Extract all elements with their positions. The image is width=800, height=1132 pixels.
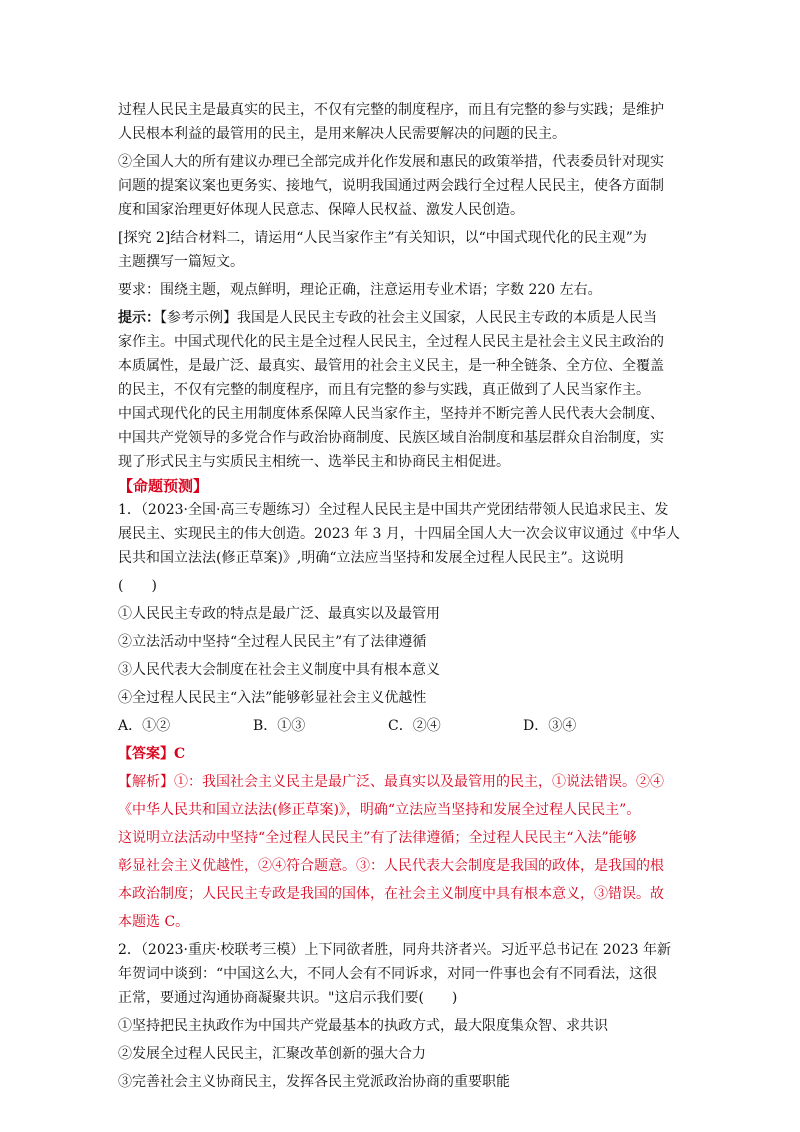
- question-stem: 年贺词中谈到：“中国这么大，不同人会有不同诉求，对同一件事也会有不同看法，这很: [118, 966, 658, 982]
- paragraph-line: 过程人民民主是最真实的民主，不仅有完整的制度程序，而且有完整的参与实践；是维护: [118, 102, 664, 118]
- hint-line: [118, 306, 698, 330]
- analysis-line: 【解析】①：我国社会主义民主是最广泛、最真实以及最管用的民主，①说法错误。②④: [118, 774, 664, 790]
- choice-d: D．③④: [523, 718, 577, 734]
- choice-row: [118, 714, 698, 738]
- question-stem: 民共和国立法法(修正草案)》,明确“立法应当坚持和发展全过程人民民主”。这说明: [118, 550, 624, 566]
- option-item: ①人民民主专政的特点是最广泛、最真实以及最管用: [118, 606, 440, 622]
- analysis-line: 《中华人民共和国立法法(修正草案)》，明确“立法应当坚持和发展全过程人民民主”。: [118, 802, 641, 818]
- choice-c: C．②④: [388, 718, 441, 734]
- hint-text: 【参考示例】我国是人民民主专政的社会主义国家，人民民主专政的本质是人民当: [160, 310, 657, 326]
- answer-line: 【答案】C: [118, 746, 186, 762]
- option-item: ②立法活动中坚持“全过程人民民主”有了法律遵循: [118, 634, 427, 650]
- question-stem: 2．（2023·重庆·校联考三模）上下同欲者胜，同舟共济者兴。习近平总书记在 2023 年新: [118, 942, 671, 958]
- question-stem: 1．（2023·全国·高三专题练习）全过程人民民主是中国共产党团结带领人民追求民主、发: [118, 502, 669, 518]
- option-item: ③人民代表大会制度在社会主义制度中具有根本意义: [118, 662, 440, 678]
- choice-a: A．①②: [118, 718, 171, 734]
- explore-prompt: 主题撰写一篇短文。: [118, 254, 244, 270]
- hint-line: 本质属性，是最广泛、最真实、最管用的社会主义民主，是一种全链条、全方位、全覆盖: [118, 358, 664, 374]
- paragraph-line: 人民根本利益的最管用的民主，是用来解决人民需要解决的问题的民主。: [118, 126, 566, 142]
- hint-label: 提示：: [118, 310, 160, 326]
- answer-blank: ( ): [118, 578, 157, 594]
- analysis-line: 本政治制度；人民民主专政是我国的国体，在社会主义制度中具有根本意义，③错误。故: [118, 886, 664, 902]
- document-body: [118, 98, 698, 1094]
- hint-line: 现了形式民主与实质民主相统一、选举民主和协商民主相促进。: [118, 454, 510, 470]
- analysis-line: 彰显社会主义优越性，②④符合题意。③：人民代表大会制度是我国的政体，是我国的根: [118, 858, 664, 874]
- explore-prompt: [探究 2]结合材料二，请运用“人民当家作主”有关知识，以“中国式现代化的民主观”为: [118, 230, 647, 246]
- paragraph-line: 问题的提案议案也更务实、接地气，说明我国通过两会践行全过程人民民主，使各方面制: [118, 178, 664, 194]
- hint-line: 家作主。中国式现代化的民主是全过程人民民主，全过程人民民主是社会主义民主政治的: [118, 334, 664, 350]
- paragraph-line: ②全国人大的所有建议办理已全部完成并化作发展和惠民的政策举措，代表委员针对现实: [118, 154, 664, 170]
- explore-requirement: 要求：围绕主题，观点鲜明，理论正确，注意运用专业术语；字数 220 左右。: [118, 282, 602, 298]
- question-stem: 正常，要通过沟通协商凝聚共识。"这启示我们要( ): [118, 990, 458, 1006]
- option-item: ①坚持把民主执政作为中国共产党最基本的执政方式，最大限度集众智、求共识: [118, 1018, 608, 1034]
- hint-line: 的民主，不仅有完整的制度程序，而且有完整的参与实践，真正做到了人民当家作主。: [118, 382, 650, 398]
- analysis-line: 本题选 C。: [118, 914, 190, 930]
- choice-b: B．①③: [253, 718, 306, 734]
- hint-line: 中国式现代化的民主用制度体系保障人民当家作主，坚持并不断完善人民代表大会制度、: [118, 406, 664, 422]
- hint-line: 中国共产党领导的多党合作与政治协商制度、民族区域自治制度和基层群众自治制度，实: [118, 430, 664, 446]
- analysis-line: 这说明立法活动中坚持“全过程人民民主”有了法律遵循；全过程人民民主“入法”能够: [118, 830, 637, 846]
- paragraph-line: 度和国家治理更好体现人民意志、保障人民权益、激发人民创造。: [118, 202, 524, 218]
- question-stem: 展民主、实现民主的伟大创造。2023 年 3 月，十四届全国人大一次会议审议通过《中华人: [118, 526, 680, 542]
- option-item: ④全过程人民民主“入法”能够彰显社会主义优越性: [118, 690, 427, 706]
- option-item: ②发展全过程人民民主，汇聚改革创新的强大合力: [118, 1046, 426, 1062]
- section-title: 【命题预测】: [118, 477, 209, 495]
- option-item: ③完善社会主义协商民主，发挥各民主党派政治协商的重要职能: [118, 1074, 510, 1090]
